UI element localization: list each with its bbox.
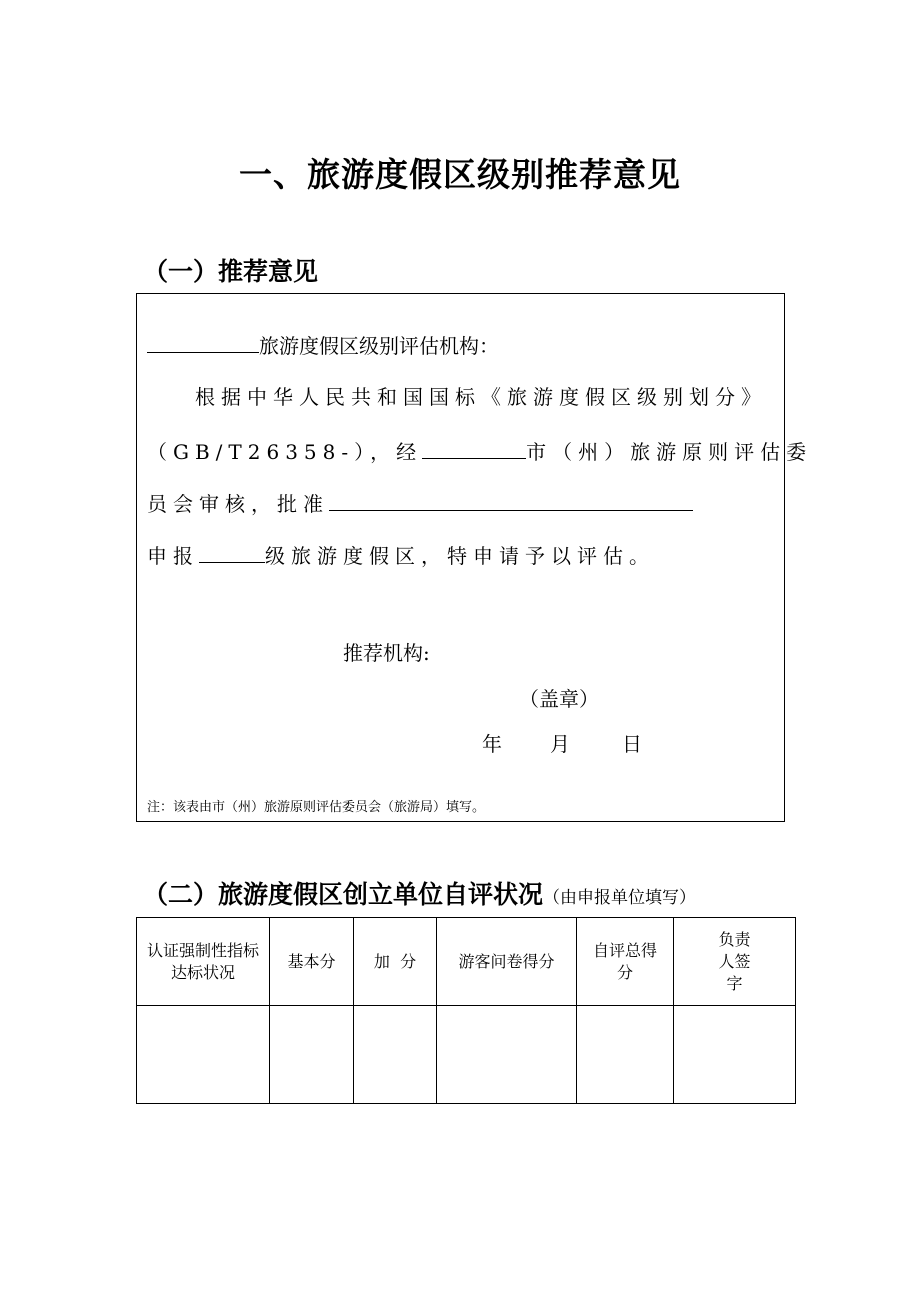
column-header-base-score: 基本分 [270, 918, 354, 1006]
footnote: 注：该表由市（州）旅游原则评估委员会（旅游局）填写。 [147, 800, 486, 815]
column-header-bonus: 加 分 [354, 918, 437, 1006]
paragraph-line-1: 根据中华人民共和国国标《旅游度假区级别划分》 [195, 385, 767, 409]
cell-visitor-survey-score[interactable] [437, 1006, 577, 1104]
page-title: 一、旅游度假区级别推荐意见 [239, 155, 681, 194]
cell-total-self-score[interactable] [577, 1006, 674, 1104]
date-month: 月 [550, 732, 570, 756]
committee-text: 市（州）旅游原则评估委 [526, 440, 813, 464]
cell-mandatory-indicators[interactable] [137, 1006, 270, 1104]
agency-blank[interactable] [147, 330, 259, 353]
self-evaluation-table [136, 917, 796, 1104]
recommender-label: 推荐机构: [343, 641, 430, 665]
addressee-line [147, 330, 499, 361]
section-heading-recommendation: （一）推荐意见 [143, 257, 319, 286]
paragraph-line-4 [147, 540, 655, 571]
self-evaluation-heading-text: （二）旅游度假区创立单位自评状况 [143, 880, 544, 909]
apply-text: 申报 [147, 544, 199, 568]
paragraph-line-3 [147, 488, 693, 519]
column-header-total-self-score: 自评总得分 [577, 918, 674, 1006]
addressee-text: 旅游度假区级别评估机构： [259, 334, 499, 358]
date-year: 年 [482, 732, 502, 756]
table-header-row [137, 918, 796, 1006]
city-blank[interactable] [422, 436, 526, 459]
column-header-mandatory-indicators: 认证强制性指标达标状况 [137, 918, 270, 1006]
recommendation-box [136, 293, 813, 822]
cell-base-score[interactable] [270, 1006, 354, 1104]
level-blank[interactable] [199, 540, 265, 563]
table-row [137, 1006, 796, 1104]
approval-text: 员会审核，批准 [147, 492, 329, 516]
date-day: 日 [622, 732, 642, 756]
self-evaluation-heading-note: （由申报单位填写） [543, 888, 697, 908]
approved-unit-blank[interactable] [329, 488, 693, 511]
standard-code-text: （GB/T26358-），经 [147, 440, 423, 464]
column-header-responsible-signature: 负责人签字 [674, 918, 796, 1006]
paragraph-line-2 [147, 436, 812, 467]
apply-suffix-text: 级旅游度假区，特申请予以评估。 [265, 544, 655, 568]
cell-bonus[interactable] [354, 1006, 437, 1104]
section-heading-self-evaluation [143, 877, 696, 916]
seal-label: （盖章） [519, 687, 599, 711]
column-header-visitor-survey-score: 游客问卷得分 [437, 918, 577, 1006]
cell-responsible-signature[interactable] [674, 1006, 796, 1104]
